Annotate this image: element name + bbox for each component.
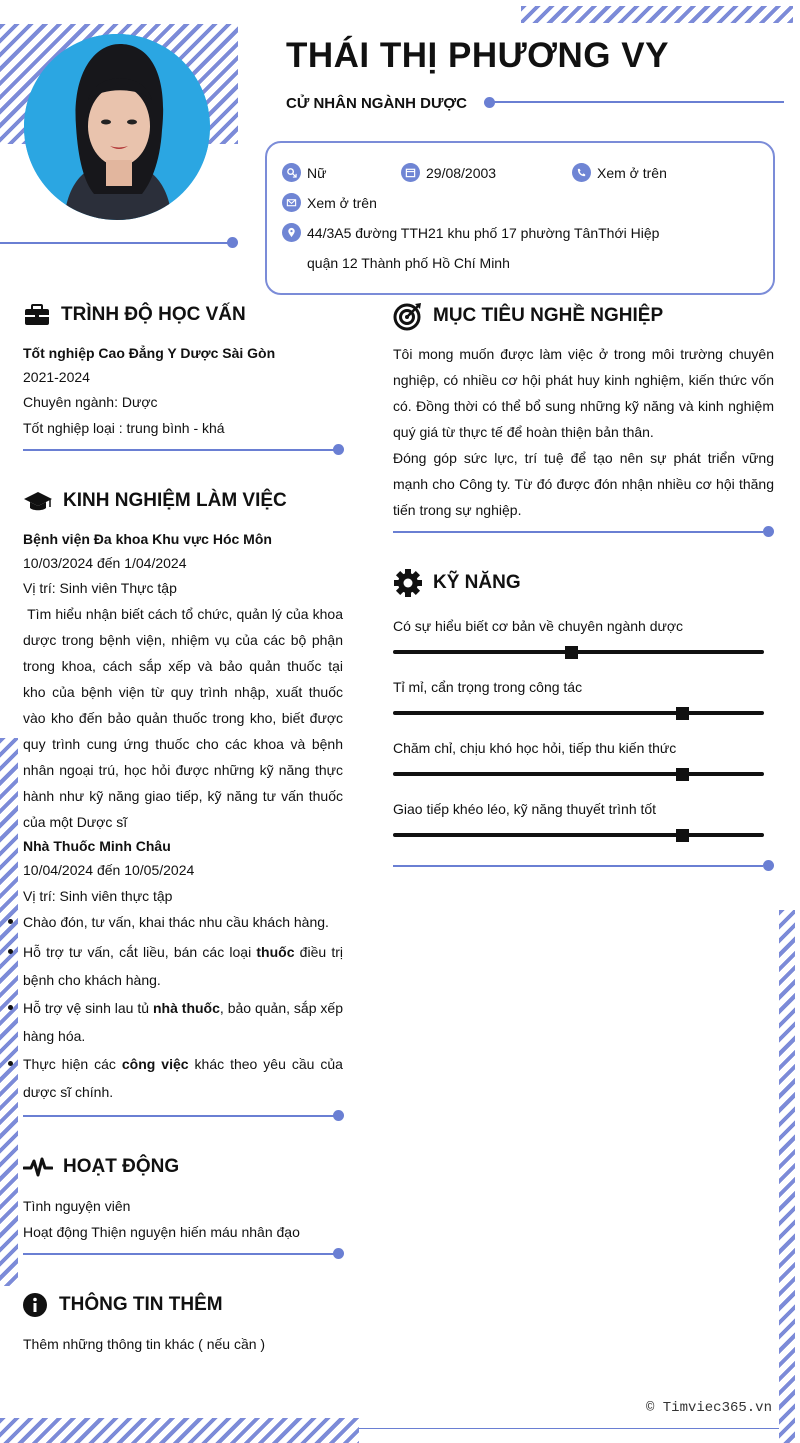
avatar (24, 34, 210, 220)
activities-line2: Hoạt động Thiện nguyện hiến máu nhân đạo (23, 1224, 300, 1240)
job2-bullet-1 (23, 908, 343, 936)
skill-3-bar (393, 772, 764, 776)
objective-divider-dot (763, 526, 774, 537)
role-line (490, 101, 784, 103)
activities-title-text: HOẠT ĐỘNG (63, 1156, 180, 1177)
skill-1-knob (565, 646, 578, 659)
address-line1: 44/3A5 đường TTH21 khu phố 17 phường TânThới Hiệp (307, 224, 660, 241)
job2-bullet-4-post: khác theo yêu cầu của dược sĩ chính. (23, 1056, 343, 1100)
activities-divider (23, 1253, 338, 1255)
experience-divider-dot (333, 1110, 344, 1121)
skill-4-bar (393, 833, 764, 837)
job2-bullet-4-pre: Thực hiện các (23, 1056, 122, 1072)
education-grade: Tốt nghiệp loại : trung bình - khá (23, 420, 225, 436)
skills-divider (393, 865, 763, 867)
skill-2-label: Tỉ mỉ, cẩn trọng trong công tác (393, 679, 583, 695)
job2-bullet-2-post: điều trị bệnh cho khách hàng. (23, 944, 343, 988)
candidate-role: CỬ NHÂN NGÀNH DƯỢC (286, 95, 468, 112)
address-line2: quận 12 Thành phố Hồ Chí Minh (307, 255, 510, 271)
decor-stripes-bottom-left (0, 1418, 359, 1443)
decor-line-bottom-right (359, 1428, 779, 1429)
decor-stripes-right-bottom (779, 910, 795, 1443)
job2-company-text: Nhà Thuốc Minh Châu (23, 838, 171, 854)
location-icon (282, 223, 301, 242)
gear-icon (393, 568, 423, 598)
gender-value: Nữ (307, 164, 327, 181)
education-school-text: Tốt nghiệp Cao Đẳng Y Dược Sài Gòn (23, 345, 276, 361)
education-divider-dot (333, 444, 344, 455)
job2-bullet-1-text: Chào đón, tư vấn, khai thác nhu cầu khách hàng. (23, 914, 329, 930)
email-icon (282, 193, 301, 212)
briefcase-icon (23, 303, 51, 327)
decor-stripes-left-middle (0, 738, 18, 1286)
email-value: Xem ở trên (307, 194, 377, 211)
extra-title (23, 1292, 223, 1318)
birthday-value: 29/08/2003 (426, 164, 497, 181)
photo-underline-dot (227, 237, 238, 248)
activities-title (23, 1155, 179, 1179)
pulse-icon (23, 1155, 53, 1179)
gender-icon (282, 163, 301, 182)
experience-title (23, 489, 287, 513)
contact-birthday (401, 163, 496, 182)
experience-title-text: KINH NGHIỆM LÀM VIỆC (63, 490, 287, 511)
job2-bullet-3 (23, 994, 343, 1050)
skill-3-knob (676, 768, 689, 781)
job2-position: Vị trí: Sinh viên thực tập (23, 888, 173, 904)
objective-title (393, 301, 663, 331)
objective-title-text: MỤC TIÊU NGHỀ NGHIỆP (433, 305, 664, 326)
job2-bullet-3-post: , bảo quản, sắp xếp hàng hóa. (23, 1000, 343, 1044)
contact-email (282, 193, 377, 212)
skills-title-text: KỸ NĂNG (433, 572, 521, 593)
info-icon (23, 1292, 49, 1318)
job1-company-text: Bệnh viện Đa khoa Khu vực Hóc Môn (23, 531, 272, 547)
candidate-name: THÁI THỊ PHƯƠNG VY (286, 36, 669, 75)
contact-gender (282, 163, 326, 182)
phone-icon (572, 163, 591, 182)
education-title-text: TRÌNH ĐỘ HỌC VẤN (61, 304, 246, 325)
job1-position: Vị trí: Sinh viên Thực tập (23, 580, 177, 596)
activities-divider-dot (333, 1248, 344, 1259)
education-divider (23, 449, 338, 451)
phone-value: Xem ở trên (597, 164, 667, 181)
contact-address (282, 223, 659, 242)
extra-title-text: THÔNG TIN THÊM (59, 1294, 223, 1315)
graduation-cap-icon (23, 489, 53, 513)
job2-bullet-2-pre: Hỗ trợ tư vấn, cắt liều, bán các loại (23, 944, 257, 960)
skill-2-bar (393, 711, 764, 715)
skills-title (393, 568, 521, 598)
skill-4-label: Giao tiếp khéo léo, kỹ năng thuyết trình tốt (393, 801, 657, 817)
decor-stripes-top-right (521, 6, 793, 23)
job1-dates: 10/03/2024 đến 1/04/2024 (23, 555, 187, 571)
job2-bullet-3-pre: Hỗ trợ vệ sinh lau tủ (23, 1000, 153, 1016)
job2-bullet-2-bold: thuốc (256, 944, 295, 960)
job2-bullet-4 (23, 1050, 343, 1106)
objective-divider (393, 531, 763, 533)
target-icon (393, 301, 423, 331)
education-title (23, 303, 246, 327)
activities-line1: Tình nguyện viên (23, 1198, 131, 1214)
extra-text: Thêm những thông tin khác ( nếu cần ) (23, 1336, 266, 1352)
skill-2-knob (676, 707, 689, 720)
skills-divider-dot (763, 860, 774, 871)
objective-paragraph-2: Đóng góp sức lực, trí tuệ để tạo nên sự phát triển vững mạnh cho Công ty. Từ đó được đón nhận nhiều cơ hội thăng tiến trong sự nghiệp. (393, 450, 774, 518)
job2-dates: 10/04/2024 đến 10/05/2024 (23, 862, 195, 878)
job2-bullet-2 (23, 938, 343, 994)
portrait-image (24, 34, 210, 220)
job1-company (23, 527, 272, 552)
job2-bullet-4-bold: công việc (121, 1056, 189, 1072)
education-school (23, 341, 275, 366)
footer-copyright: © Timviec365.vn (645, 1400, 772, 1416)
objective-paragraph-1: Tôi mong muốn được làm việc ở trong môi trường chuyên nghiệp, có nhiều cơ hội phát huy kinh nghiệm, kiến thức vốn có. Đồng thời có thể bổ sung những kỹ năng và kinh nghiệm quý giá từ thực tế để hoàn thiện bản thân. (393, 346, 774, 440)
skill-1-label: Có sự hiểu biết cơ bản về chuyên ngành dược (393, 618, 684, 634)
skill-4-knob (676, 829, 689, 842)
skill-3-label: Chăm chỉ, chịu khó học hỏi, tiếp thu kiến thức (393, 740, 677, 756)
calendar-icon (401, 163, 420, 182)
photo-underline (0, 242, 232, 244)
job2-bullet-3-bold: nhà thuốc (152, 1000, 220, 1016)
job2-company (23, 834, 171, 859)
experience-divider (23, 1115, 338, 1117)
contact-phone (572, 163, 667, 182)
job1-description: Tìm hiểu nhận biết cách tổ chức, quản lý của khoa dược trong bệnh viện, nhiệm vụ của các bộ phận trong khoa, cách sắp xếp và bảo quản thuốc tại kho của bệnh viện từ quy trình nhập, xuất thuốc vào kho đến bảo quản thuốc trong kho, biết được quy trình cung ứng thuốc cho các khoa và bệnh nhân ngoại trú, học hỏi được những kỹ năng thực hành như kỹ năng giao tiếp, kỹ năng tư vấn thuốc của một Dược sĩ (23, 606, 347, 830)
education-major: Chuyên ngành: Dược (23, 394, 158, 410)
education-years: 2021-2024 (23, 369, 90, 385)
skill-1-bar (393, 650, 764, 654)
